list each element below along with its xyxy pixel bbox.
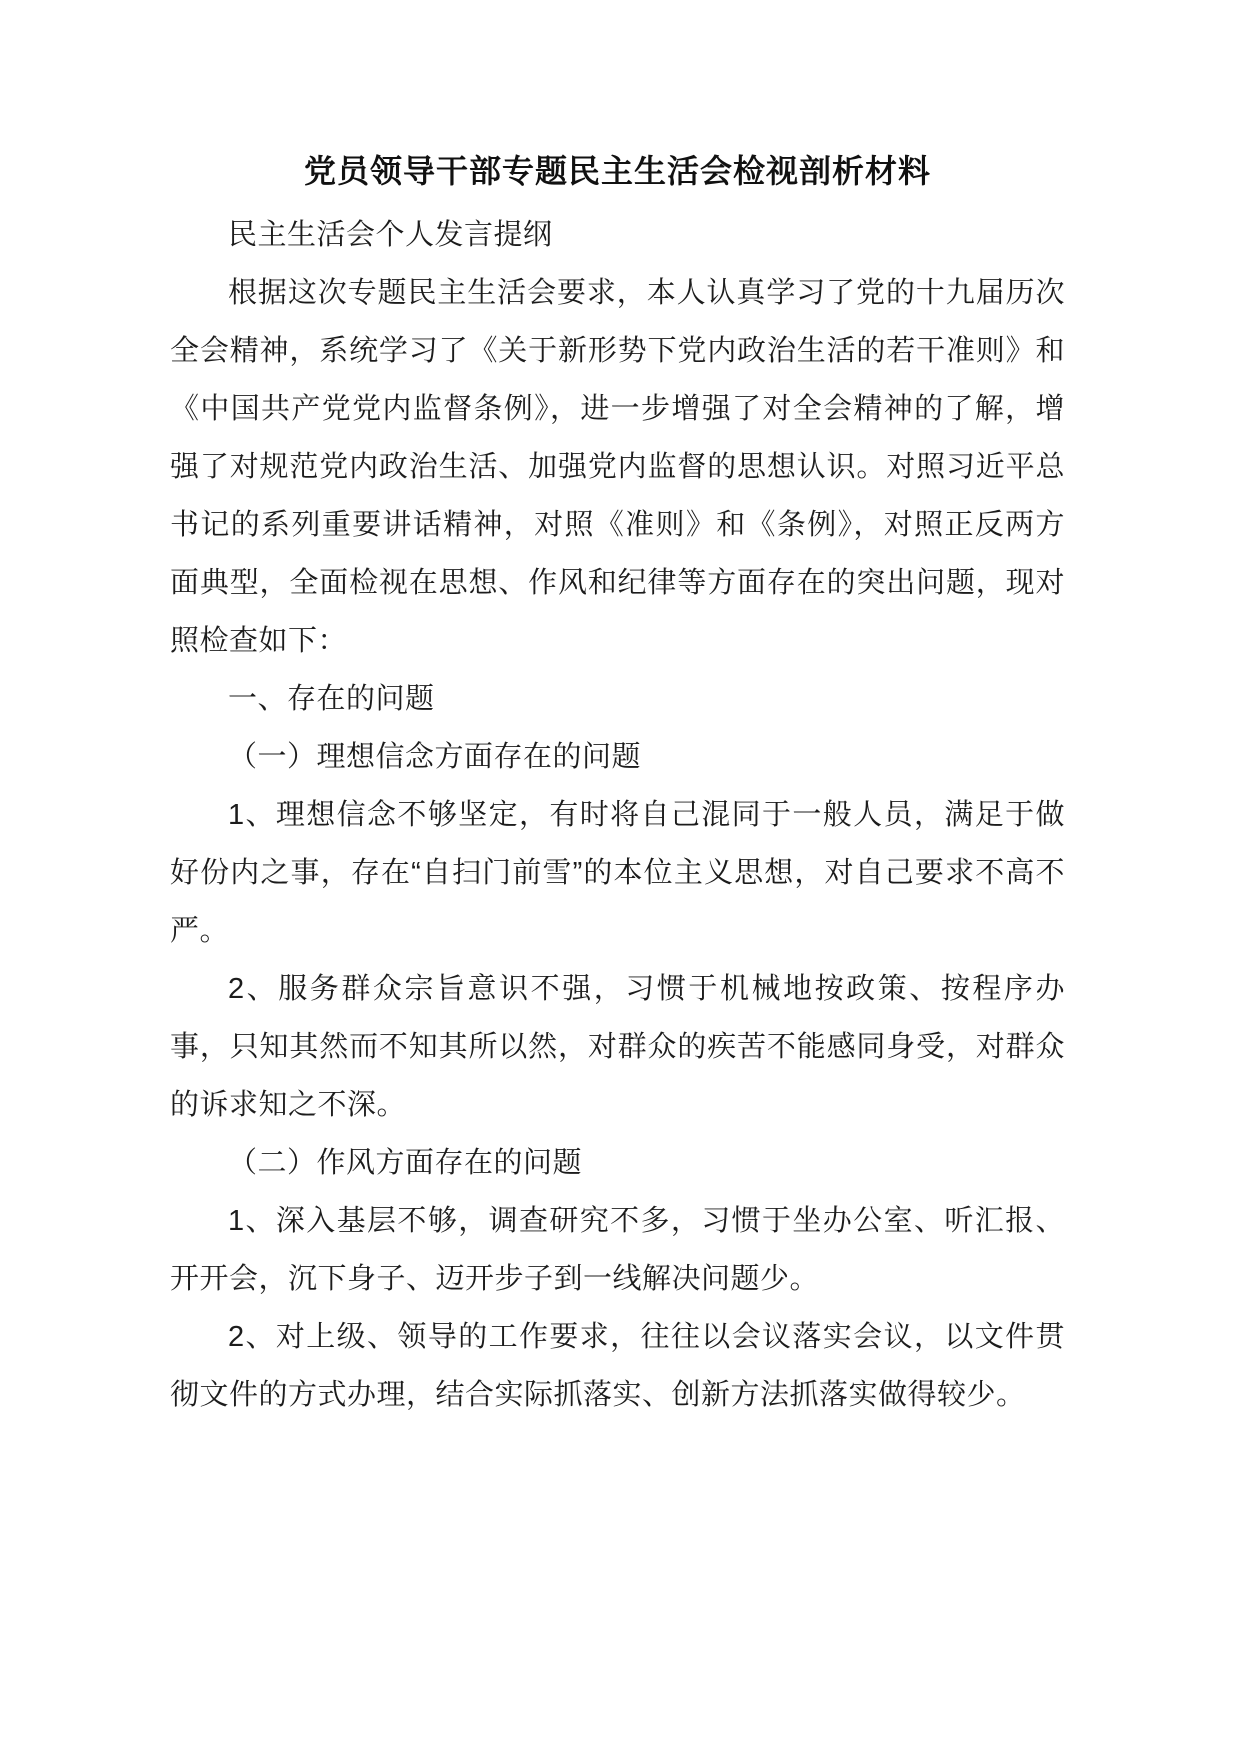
paragraph-subtitle: 民主生活会个人发言提纲 <box>228 219 553 251</box>
document-title: 党员领导干部专题民主生活会检视剖析材料 <box>303 153 931 189</box>
paragraph-item: 1、理想信念不够坚定，有时将自己混同于一般人员，满足于做好份内之事，存在“自扫门前雪”的本位主义思想，对自己要求不高不严。 <box>170 799 1065 947</box>
paragraph-intro: 根据这次专题民主生活会要求，本人认真学习了党的十九届历次全会精神，系统学习了《关于新形势下党内政治生活的若干准则》和《中国共产党党内监督条例》，进一步增强了对全会精神的了解，增强了对规范党内政治生活、加强党内监督的思想认识。对照习近平总书记的系列重要讲话精神，对照《准则》和《条例》，对照正反两方面典型，全面检视在思想、作风和纪律等方面存在的突出问题，现对照检查如下： <box>170 277 1065 657</box>
paragraph-section-heading: 一、存在的问题 <box>228 683 435 715</box>
paragraph-item: 1、深入基层不够，调查研究不多，习惯于坐办公室、听汇报、开开会，沉下身子、迈开步子到一线解决问题少。 <box>170 1205 1065 1295</box>
paragraph-item: 2、对上级、领导的工作要求，往往以会议落实会议，以文件贯彻文件的方式办理，结合实际抓落实、创新方法抓落实做得较少。 <box>170 1321 1065 1411</box>
paragraph-subsection-heading: （一）理想信念方面存在的问题 <box>228 741 642 773</box>
paragraph-item: 2、服务群众宗旨意识不强，习惯于机械地按政策、按程序办事，只知其然而不知其所以然，对群众的疾苦不能感同身受，对群众的诉求知之不深。 <box>170 973 1065 1121</box>
paragraph-subsection-heading: （二）作风方面存在的问题 <box>228 1147 583 1179</box>
